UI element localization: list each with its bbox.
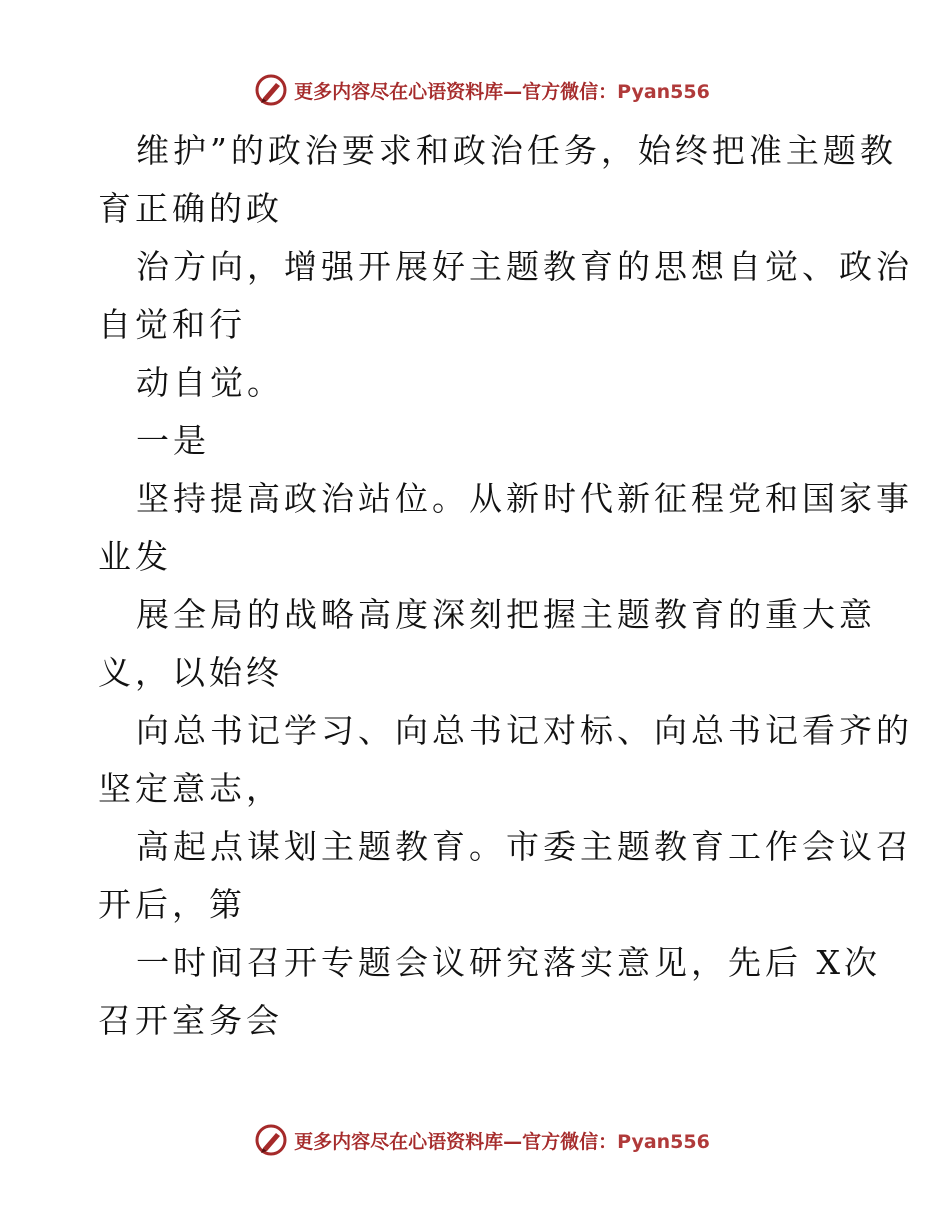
paragraph-line: 自觉和行	[98, 305, 246, 344]
paragraph-line: 开后，第	[98, 885, 246, 924]
paragraph-line: 高起点谋划主题教育。市委主题教育工作会议召	[136, 827, 913, 866]
paragraph-line: 治方向，增强开展好主题教育的思想自觉、政治	[136, 247, 913, 286]
paragraph-line: 义，以始终	[98, 653, 283, 692]
header-banner	[0, 70, 950, 110]
paragraph-line: 业发	[98, 537, 172, 576]
footer-banner-content	[254, 1123, 710, 1157]
header-banner-content	[254, 73, 710, 107]
pen-circle-logo-icon	[254, 73, 288, 107]
paragraph-line: 一时间召开专题会议研究落实意见，先后 X次	[136, 943, 881, 982]
paragraph-line: 维护”的政治要求和政治任务，始终把准主题教	[136, 131, 897, 170]
footer-banner-account: Pyan556	[617, 1130, 710, 1153]
paragraph-line: 坚持提高政治站位。从新时代新征程党和国家事	[136, 479, 913, 518]
paragraph-line: 动自觉。	[136, 363, 284, 402]
footer-banner-text: 更多内容尽在心语资料库—官方微信：Pyan556	[294, 1130, 710, 1153]
paragraph-line: 一是	[136, 421, 210, 460]
paragraph-line: 向总书记学习、向总书记对标、向总书记看齐的	[136, 711, 913, 750]
paragraph-line: 育正确的政	[98, 189, 283, 228]
header-banner-text: 更多内容尽在心语资料库—官方微信：Pyan556	[294, 80, 710, 103]
paragraph-line: 召开室务会	[98, 1001, 283, 1040]
paragraph-line: 展全局的战略高度深刻把握主题教育的重大意	[136, 595, 876, 634]
header-banner-account: Pyan556	[617, 80, 710, 103]
document-body	[98, 122, 913, 1050]
footer-banner	[0, 1120, 950, 1160]
pen-circle-logo-icon	[254, 1123, 288, 1157]
paragraph-line: 坚定意志，	[98, 769, 283, 808]
